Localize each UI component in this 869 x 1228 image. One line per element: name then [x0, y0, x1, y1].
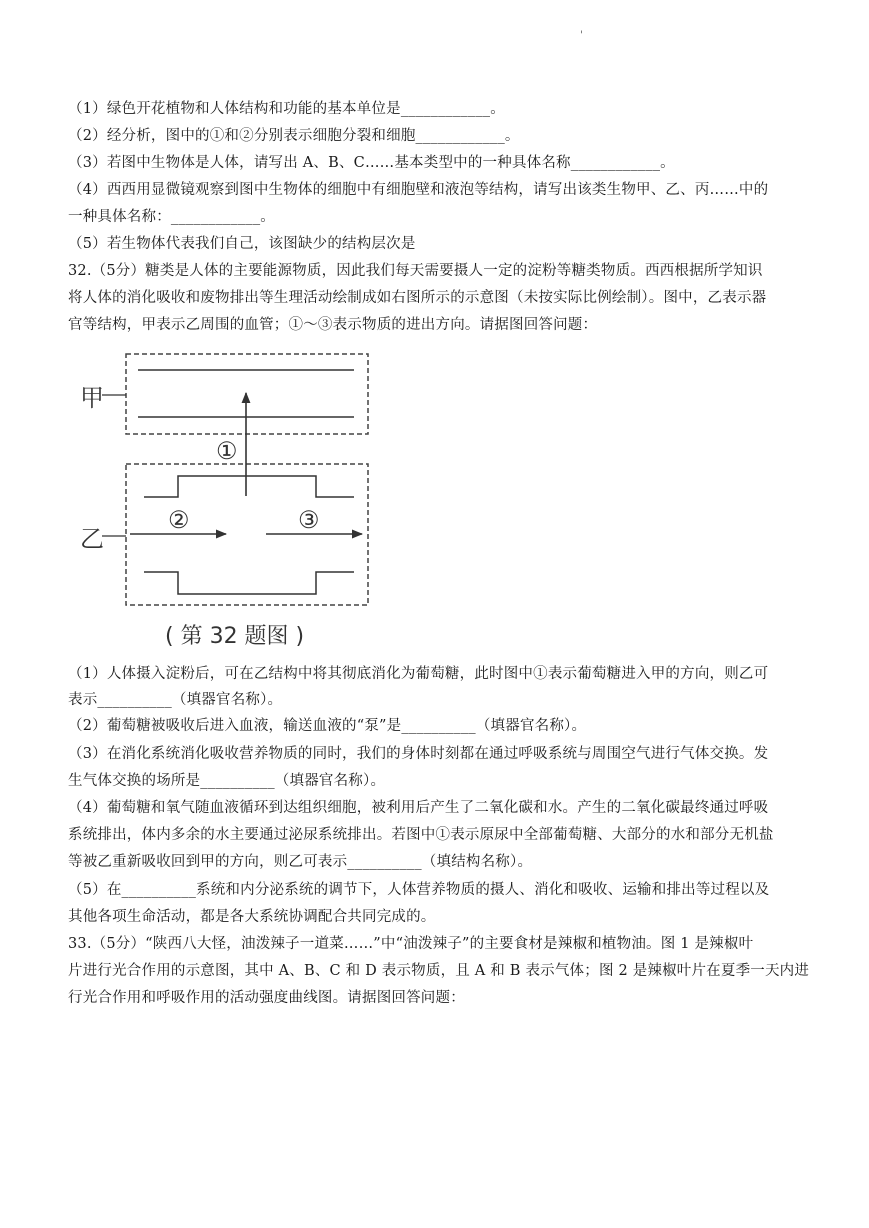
q33-intro-line-2: 片进行光合作用的示意图，其中 A、B、C 和 D 表示物质，且 A 和 B 表示气体；图 2 是辣椒叶片在夏季一天内进	[68, 963, 810, 979]
organ-wall-bottom	[144, 572, 354, 594]
q32-part-5-cont: 其他各项生命活动，都是各大系统协调配合共同完成的。	[68, 909, 436, 925]
q31-part-2: （2）经分析，图中的①和②分别表示细胞分裂和细胞____________。	[68, 128, 520, 144]
page-mark: '	[580, 30, 583, 41]
vessel-box-jia	[126, 354, 368, 434]
q32-intro-line-2: 将人体的消化吸收和废物排出等生理活动绘制成如右图所示的示意图（未按实际比例绘制）。图中，乙表示器	[68, 290, 767, 306]
organ-wall-top	[144, 476, 354, 497]
q33-intro-line-3: 行光合作用和呼吸作用的活动强度曲线图。请据图回答问题：	[68, 990, 465, 1006]
q32-part-5: （5）在__________系统和内分泌系统的调节下，人体营养物质的摄人、消化和吸收、运输和排出等过程以及	[68, 882, 770, 898]
q32-part-3-cont: 生气体交换的场所是__________（填器官名称）。	[68, 773, 386, 789]
q32-part-4: （4）葡萄糖和氧气随血液循环到达组织细胞，被利用后产生了二氧化碳和水。产生的二氧化碳最终通过呼吸	[68, 800, 769, 816]
marker-1: ①	[216, 437, 238, 465]
q32-part-4-cont-1: 系统排出，体内多余的水主要通过泌尿系统排出。若图中①表示原尿中全部葡萄糖、大部分的水和部分无机盐	[68, 827, 774, 843]
label-jia: 甲	[80, 384, 104, 412]
q31-part-4-cont: 一种具体名称：____________。	[68, 209, 275, 225]
q31-part-1: （1）绿色开花植物和人体结构和功能的基本单位是____________。	[68, 101, 505, 117]
q32-part-1: （1）人体摄入淀粉后，可在乙结构中将其彻底消化为葡萄糖，此时图中①表示葡萄糖进入甲的方向，则乙可	[68, 666, 769, 682]
figure-caption: ( 第 32 题图 )	[165, 624, 305, 649]
q32-part-3: （3）在消化系统消化吸收营养物质的同时，我们的身体时刻都在通过呼吸系统与周围空气进行气体交换。发	[68, 746, 769, 762]
figure-32-diagram	[72, 348, 382, 653]
q33-intro-line-1: 33.（5分）“陕西八大怪，油泼辣子一道菜……”中“油泼辣子”的主要食材是辣椒和植物油。图 1 是辣椒叶	[68, 936, 754, 952]
marker-3: ③	[298, 506, 320, 534]
label-yi: 乙	[80, 525, 104, 553]
q31-part-4: （4）西西用显微镜观察到图中生物体的细胞中有细胞壁和液泡等结构，请写出该类生物甲、乙、丙……中的	[68, 182, 769, 198]
q32-part-2: （2）葡萄糖被吸收后进入血液，输送血液的“泵”是__________（填器官名称）。	[68, 718, 587, 734]
q32-intro-line-1: 32.（5分）糖类是人体的主要能源物质，因此我们每天需要摄人一定的淀粉等糖类物质。西西根据所学知识	[68, 263, 763, 279]
marker-2: ②	[168, 506, 190, 534]
q31-part-3: （3）若图中生物体是人体，请写出 A、B、C……基本类型中的一种具体名称____________。	[68, 155, 675, 171]
q32-part-1-cont: 表示__________（填器官名称）。	[68, 692, 283, 708]
q32-part-4-cont-2: 等被乙重新吸收回到甲的方向，则乙可表示__________（填结构名称）。	[68, 854, 533, 870]
q32-intro-line-3: 官等结构，甲表示乙周围的血管；①～③表示物质的进出方向。请据图回答问题：	[68, 317, 598, 333]
q31-part-5: （5）若生物体代表我们自己，该图缺少的结构层次是	[68, 236, 416, 252]
